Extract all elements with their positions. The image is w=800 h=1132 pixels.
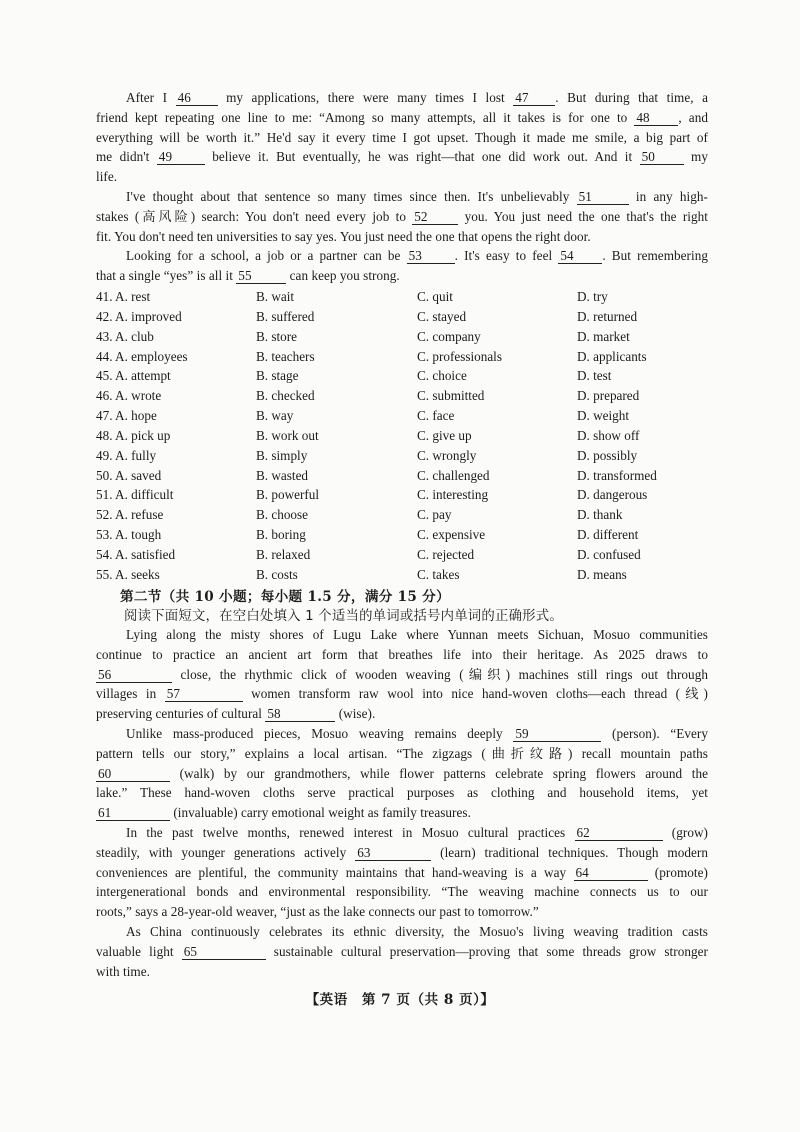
option-b[interactable]: B. suffered (256, 308, 315, 324)
blank-58[interactable]: 58 (265, 706, 335, 722)
passage-line: In the past twelve months, renewed interest in Mosuo cultural practices 62 (grow) (126, 824, 708, 840)
option-d[interactable]: D. different (577, 527, 639, 543)
option-d[interactable]: D. test (577, 368, 612, 384)
passage-line: villages in 57 women transform raw wool into nice hand-woven cloths—each thread (线) (96, 686, 708, 702)
passage-line: Lying along the misty shores of Lugu Lake where Yunnan meets Sichuan, Mosuo communities (126, 627, 708, 642)
option-row (96, 287, 716, 307)
option-b[interactable]: B. stage (256, 368, 299, 384)
options-table (96, 287, 716, 585)
option-d[interactable]: D. show off (577, 427, 640, 443)
passage-line: fit. You don't need ten universities to say yes. You just need the one that opens the right door. (96, 228, 591, 244)
option-d[interactable]: D. applicants (577, 348, 647, 364)
page-footer: 【英语 第 7 页（共 8 页）】 (305, 992, 495, 1008)
passage-line: 56 close, the rhythmic click of wooden weaving (编织) machines still rings out through (98, 666, 708, 682)
passage-line: life. (96, 169, 118, 185)
option-b[interactable]: B. store (256, 328, 298, 344)
option-row (96, 347, 716, 367)
blank-60[interactable]: 60 (96, 766, 170, 782)
passage-line: Looking for a school, a job or a partner can be 53 . It's easy to feel 54 . But remembering (126, 248, 708, 264)
passage-line: with time. (96, 963, 150, 979)
option-c[interactable]: C. company (417, 328, 481, 344)
option-a[interactable]: 46. A. wrote (96, 388, 162, 404)
option-b[interactable]: B. powerful (256, 487, 319, 503)
option-d[interactable]: D. transformed (577, 467, 657, 483)
passage-line: intergenerational bonds and environmental responsibility. “The weaving machine connects us to our (96, 884, 708, 900)
blank-61[interactable]: 61 (96, 805, 170, 821)
passage-line: that a single “yes” is all it 55 can keep you strong. (96, 268, 400, 284)
passage-line: me didn't 49 believe it. But eventually, he was right—that one did work out. And it 50 my (96, 149, 708, 165)
option-d[interactable]: D. confused (577, 546, 641, 562)
option-a[interactable]: 48. A. pick up (96, 427, 171, 443)
option-d[interactable]: D. means (577, 566, 627, 582)
passage-line: roots,” says a 28-year-old weaver, “just as the lake connects our past to tomorrow.” (96, 904, 539, 920)
option-d[interactable]: D. prepared (577, 388, 640, 404)
option-a[interactable]: 47. A. hope (96, 408, 157, 424)
option-b[interactable]: B. boring (256, 527, 306, 543)
option-b[interactable]: B. simply (256, 447, 308, 463)
passage-line: 60 (walk) by our grandmothers, while flower patterns celebrate spring flowers around the (98, 765, 708, 781)
option-b[interactable]: B. wait (256, 289, 295, 304)
option-a[interactable]: 52. A. refuse (96, 507, 164, 523)
blank-62[interactable]: 62 (575, 825, 663, 841)
option-c[interactable]: C. pay (417, 507, 452, 523)
option-b[interactable]: B. costs (256, 566, 298, 582)
blank-49[interactable]: 49 (157, 149, 205, 165)
passage-a (96, 88, 708, 286)
option-a[interactable]: 45. A. attempt (96, 368, 171, 384)
option-row (96, 446, 716, 466)
option-b[interactable]: B. work out (256, 427, 319, 443)
passage-line: Unlike mass-produced pieces, Mosuo weaving remains deeply 59 (person). “Every (126, 725, 708, 741)
section-title: 第二节（共 10 小题；每小题 1.5 分，满分 15 分） (120, 589, 450, 605)
blank-65[interactable]: 65 (182, 944, 266, 960)
option-row (96, 426, 716, 446)
option-row (96, 565, 716, 585)
option-c[interactable]: C. challenged (417, 467, 490, 483)
section-instruction: 阅读下面短文，在空白处填入 1 个适当的单词或括号内单词的正确形式。 (124, 609, 563, 624)
option-d[interactable]: D. thank (577, 507, 623, 523)
blank-55[interactable]: 55 (236, 268, 286, 284)
passage-line: pattern tells our story,” explains a local artisan. “The zigzags (曲折纹路) recall mountain paths (96, 745, 708, 761)
option-a[interactable]: 50. A. saved (96, 467, 162, 483)
blank-64[interactable]: 64 (574, 865, 648, 881)
option-row (96, 327, 716, 347)
option-a[interactable]: 51. A. difficult (96, 487, 174, 503)
blank-50[interactable]: 50 (640, 149, 684, 165)
option-d[interactable]: D. weight (577, 408, 630, 424)
blank-52[interactable]: 52 (412, 209, 458, 225)
option-row (96, 485, 716, 505)
option-c[interactable]: C. wrongly (417, 447, 477, 463)
blank-54[interactable]: 54 (558, 248, 602, 264)
blank-59[interactable]: 59 (513, 726, 601, 742)
option-d[interactable]: D. market (577, 328, 630, 344)
option-b[interactable]: B. wasted (256, 467, 309, 483)
passage-b (96, 625, 708, 981)
option-d[interactable]: D. dangerous (577, 487, 648, 503)
option-row (96, 545, 716, 565)
passage-line: continue to practice an ancient art form that breathes life into their heritage. As 2025 draws to (96, 646, 708, 662)
option-c[interactable]: C. expensive (417, 527, 486, 543)
option-a[interactable]: 54. A. satisfied (96, 546, 176, 562)
passage-line: preserving centuries of cultural 58 (wise). (96, 706, 376, 722)
passage-line: As China continuously celebrates its ethnic diversity, the Mosuo's living weaving tradition casts (126, 923, 708, 939)
option-c[interactable]: C. rejected (417, 546, 475, 562)
option-b[interactable]: B. checked (256, 388, 315, 404)
option-a[interactable]: 43. A. club (96, 328, 154, 344)
passage-line: valuable light 65 sustainable cultural preservation—proving that some threads grow stronger (96, 943, 708, 959)
option-c[interactable]: C. face (417, 408, 455, 424)
option-d[interactable]: D. try (577, 289, 608, 304)
option-row (96, 406, 716, 426)
blank-46[interactable]: 46 (176, 90, 218, 106)
option-b[interactable]: B. way (256, 408, 294, 424)
passage-line: conveniences are plentiful, the community maintains that hand-weaving is a way 64 (promote) (96, 864, 708, 880)
blank-63[interactable]: 63 (355, 845, 431, 861)
option-c[interactable]: C. quit (417, 289, 453, 304)
option-row (96, 307, 716, 327)
blank-47[interactable]: 47 (513, 90, 555, 106)
blank-56[interactable]: 56 (96, 667, 172, 683)
option-a[interactable]: 42. A. improved (96, 308, 182, 324)
option-row (96, 466, 716, 486)
option-c[interactable]: C. professionals (417, 348, 502, 364)
option-c[interactable]: C. stayed (417, 308, 467, 324)
option-b[interactable]: B. teachers (256, 348, 315, 364)
option-a[interactable]: 41. A. rest (96, 289, 151, 304)
blank-53[interactable]: 53 (407, 248, 455, 264)
option-c[interactable]: C. give up (417, 427, 472, 443)
passage-line: stakes (高风险) search: You don't need every job to 52 you. You just need the one that's the right (96, 208, 709, 224)
option-row (96, 505, 716, 525)
passage-line: friend kept repeating one line to me: “Among so many attempts, all it takes is for one to 48 , and (96, 109, 708, 125)
option-c[interactable]: C. submitted (417, 388, 485, 404)
option-a[interactable]: 53. A. tough (96, 527, 162, 543)
option-row (96, 386, 716, 406)
option-c[interactable]: C. takes (417, 566, 460, 582)
option-b[interactable]: B. choose (256, 507, 309, 523)
passage-line: lake.” These hand-woven cloths serve practical purposes as clothing and household items, yet (96, 785, 708, 801)
passage-line: steadily, with younger generations actively 63 (learn) traditional techniques. Though modern (96, 844, 708, 860)
option-d[interactable]: D. possibly (577, 447, 638, 463)
passage-line: 61 (invaluable) carry emotional weight as family treasures. (98, 805, 471, 821)
blank-57[interactable]: 57 (165, 686, 243, 702)
option-c[interactable]: C. choice (417, 368, 467, 384)
option-c[interactable]: C. interesting (417, 487, 489, 503)
blank-48[interactable]: 48 (634, 110, 678, 126)
option-d[interactable]: D. returned (577, 308, 638, 324)
passage-line: everything will be worth it.” He'd say it every time I got upset. Though it made me smile, a big part of (96, 129, 708, 145)
option-row (96, 525, 716, 545)
passage-line: After I 46 my applications, there were many times I lost 47 . But during that time, a (126, 90, 709, 105)
option-row (96, 366, 716, 386)
option-a[interactable]: 49. A. fully (96, 447, 157, 463)
option-a[interactable]: 55. A. seeks (96, 566, 160, 582)
option-a[interactable]: 44. A. employees (96, 348, 188, 364)
blank-51[interactable]: 51 (577, 189, 629, 205)
option-b[interactable]: B. relaxed (256, 546, 311, 562)
passage-line: I've thought about that sentence so many times since then. It's unbelievably 51 in any high- (126, 188, 708, 204)
